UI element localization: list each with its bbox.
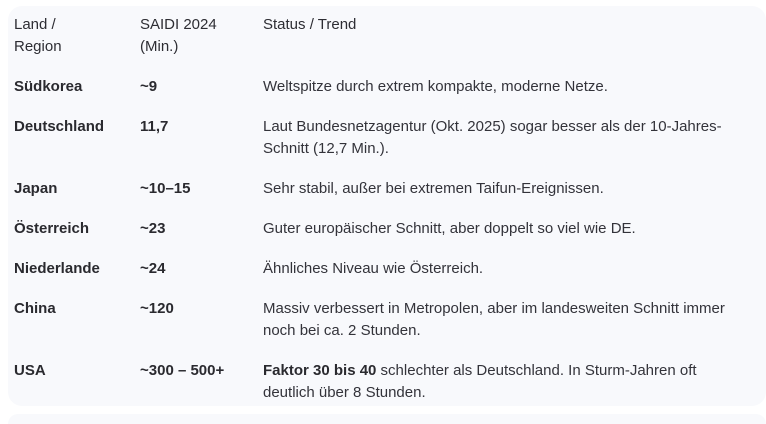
header-land-line1: Land / [14,16,56,33]
status-cell [263,351,757,406]
table-row-oesterreich [14,209,757,249]
land-cell: China [14,300,56,317]
status-text: Massiv verbessert in Metropolen, aber im landesweiten Schnitt immer noch bei ca. 2 Stunden. [263,300,725,339]
status-cell [263,67,757,107]
status-text: Guter europäischer Schnitt, aber doppelt so viel wie DE. [263,220,636,237]
status-cell [263,209,757,249]
saidi-cell: ~120 [140,300,174,317]
land-cell: USA [14,362,46,379]
saidi-cell: 11,7 [140,118,169,135]
table-row-usa [14,351,757,406]
next-card-top-edge [8,414,766,424]
header-land-line2: Region [14,38,62,55]
status-text: schlechter als Deutschland. In Sturm-Jahren oft deutlich über 8 Stunden. [263,362,697,401]
land-cell: Österreich [14,220,90,237]
table-row-niederlande [14,249,757,289]
saidi-cell: ~10–15 [140,180,191,197]
status-text: Ähnliches Niveau wie Österreich. [263,260,484,277]
column-header-land-region [14,6,140,67]
saidi-cell: ~9 [140,78,158,95]
land-cell: Südkorea [14,78,83,95]
land-cell: Japan [14,180,58,197]
land-cell: Niederlande [14,260,100,277]
status-cell [263,249,757,289]
table-row-china [14,289,757,351]
saidi-table-card [8,6,766,406]
land-cell: Deutschland [14,118,105,135]
header-saidi-line2: (Min.) [140,38,179,55]
status-text: Sehr stabil, außer bei extremen Taifun-Ereignissen. [263,180,604,197]
status-cell [263,169,757,209]
status-bold-text: Faktor 30 bis 40 [263,362,377,379]
status-cell [263,289,757,351]
status-text: Laut Bundesnetzagentur (Okt. 2025) sogar besser als der 10-Jahres-Schnitt (12,7 Min.). [263,118,722,157]
saidi-cell: ~300 – 500+ [140,362,225,379]
table-header-row [14,6,757,67]
saidi-comparison-table [14,6,757,406]
column-header-status-trend: Status / Trend [263,16,357,33]
column-header-saidi [140,6,263,67]
saidi-cell: ~24 [140,260,166,277]
table-row-deutschland [14,107,757,169]
status-text: Weltspitze durch extrem kompakte, moderne Netze. [263,78,608,95]
table-row-suedkorea [14,67,757,107]
saidi-cell: ~23 [140,220,166,237]
table-row-japan [14,169,757,209]
status-cell [263,107,757,169]
header-saidi-line1: SAIDI 2024 [140,16,217,33]
